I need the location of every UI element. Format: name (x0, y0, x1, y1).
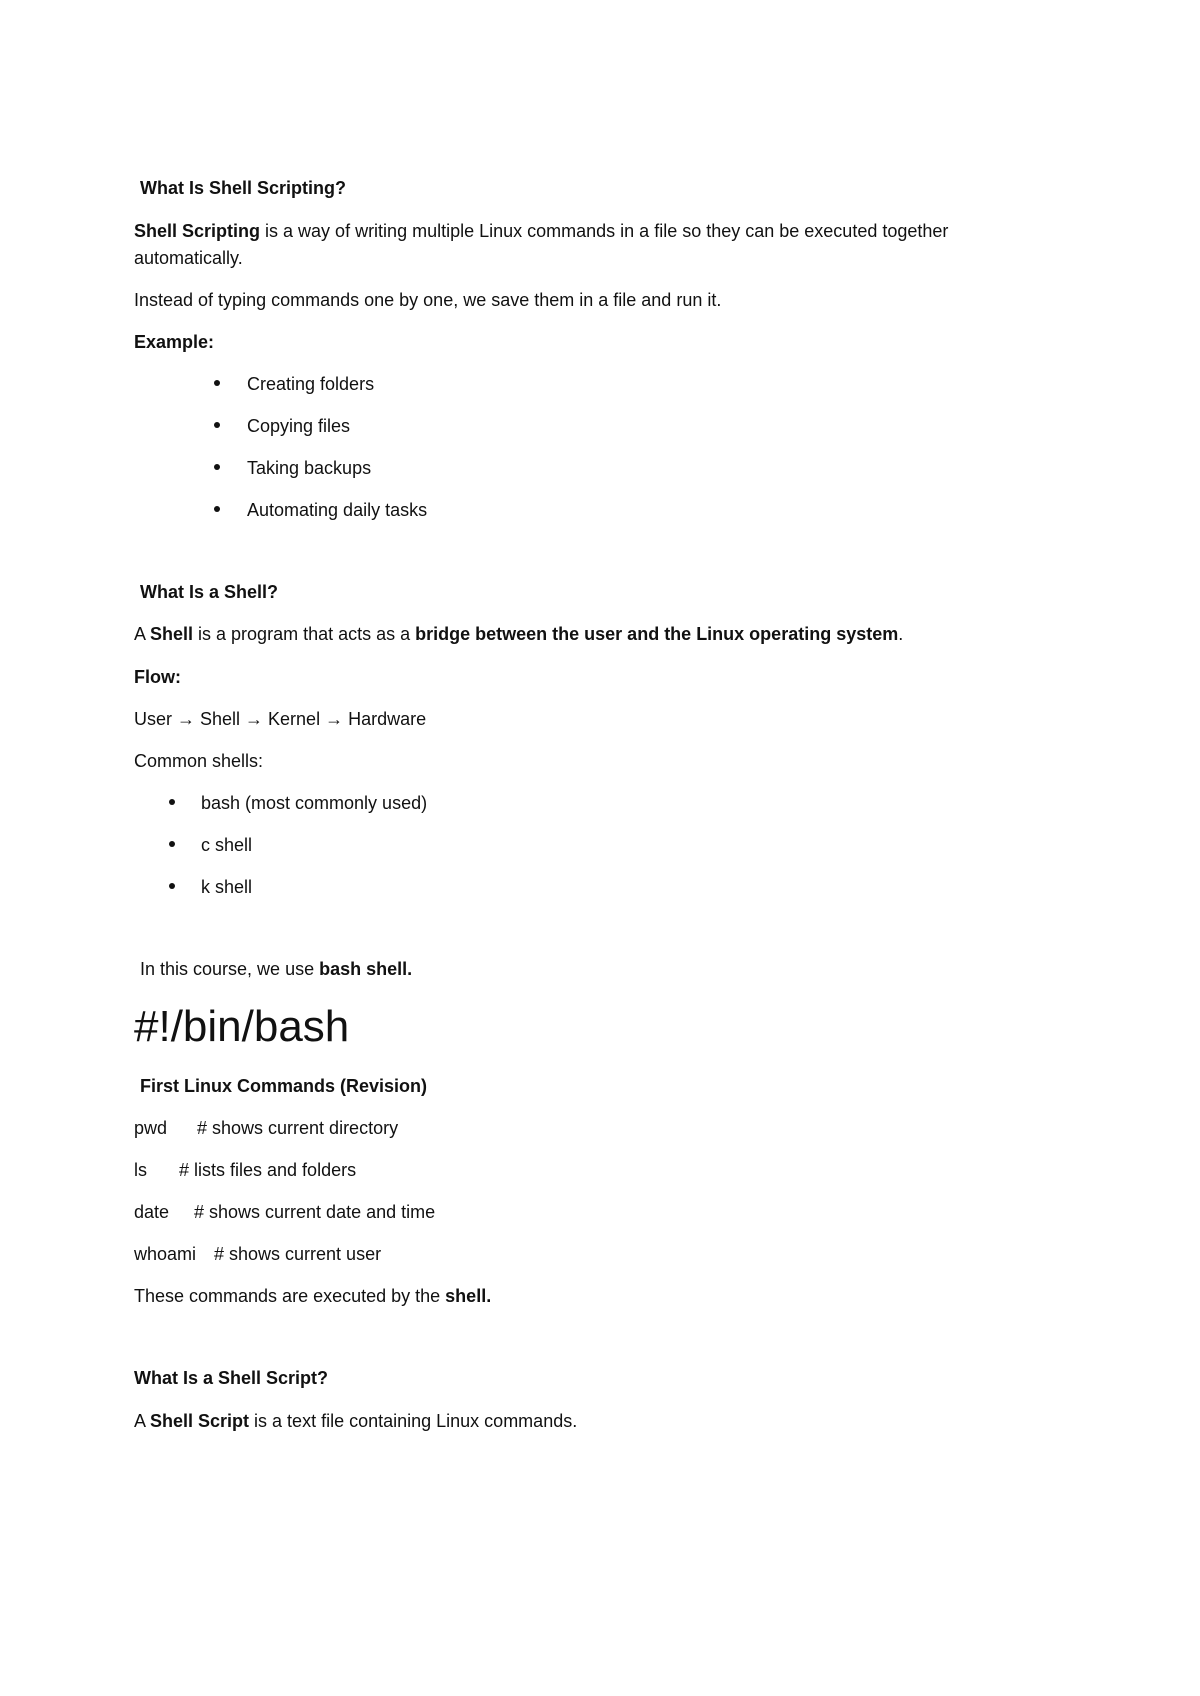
text: is a program that acts as a (193, 624, 416, 644)
text: These commands are executed by the (134, 1286, 446, 1306)
text: . (898, 624, 904, 644)
paragraph-shell-script-definition (134, 1410, 577, 1432)
list-item: Copying files (247, 416, 351, 436)
shebang-line: #!/bin/bash (134, 1002, 350, 1051)
flow-text: User → Shell → Kernel → Hardware (134, 709, 427, 729)
heading-first-linux-commands: First Linux Commands (Revision) (140, 1076, 428, 1096)
text: A (134, 1411, 151, 1431)
paragraph-definition (134, 220, 948, 242)
bold-term: Shell Script (150, 1411, 250, 1431)
command-row (134, 1201, 435, 1223)
heading-what-is-shell-scripting: What Is Shell Scripting? (140, 178, 347, 198)
common-shells-label: Common shells: (134, 751, 264, 771)
command-row (134, 1243, 381, 1265)
list-item: Creating folders (247, 374, 375, 394)
comment: # shows current date and time (194, 1202, 436, 1222)
command: ls (134, 1160, 147, 1180)
comment: # lists files and folders (179, 1160, 357, 1180)
bullet-icon (214, 422, 220, 428)
bullet-icon (169, 883, 175, 889)
comment: # shows current user (214, 1244, 382, 1264)
command: date (134, 1202, 170, 1222)
heading-what-is-a-shell-script: What Is a Shell Script? (134, 1368, 329, 1388)
bold-term: shell. (445, 1286, 492, 1306)
bullet-icon (214, 464, 220, 470)
command-row (134, 1117, 398, 1139)
paragraph-definition-cont: automatically. (134, 248, 243, 268)
list-item: Taking backups (247, 458, 372, 478)
list-item: bash (most commonly used) (201, 793, 428, 813)
text: is a text file containing Linux commands. (249, 1411, 578, 1431)
command-row (134, 1159, 356, 1181)
bullet-icon (169, 799, 175, 805)
list-item: Automating daily tasks (247, 500, 428, 520)
heading-what-is-a-shell: What Is a Shell? (140, 582, 279, 602)
command: pwd (134, 1118, 168, 1138)
list-item: k shell (201, 877, 253, 897)
paragraph-executed-by-shell (134, 1285, 491, 1307)
example-label: Example: (134, 332, 215, 352)
paragraph-shell-definition (134, 623, 903, 645)
paragraph-course (140, 958, 412, 980)
text: In this course, we use (140, 959, 320, 979)
flow-label: Flow: (134, 667, 181, 687)
bold-term: Shell (150, 624, 194, 644)
bold-phrase: bridge between the user and the Linux operating system (415, 624, 899, 644)
text: A (134, 624, 151, 644)
command: whoami (134, 1244, 197, 1264)
bold-term: Shell Scripting (134, 221, 261, 241)
bullet-icon (169, 841, 175, 847)
bold-phrase: bash shell. (319, 959, 413, 979)
comment: # shows current directory (197, 1118, 399, 1138)
list-item: c shell (201, 835, 253, 855)
paragraph-instead: Instead of typing commands one by one, we save them in a file and run it. (134, 290, 722, 310)
bullet-icon (214, 380, 220, 386)
bullet-icon (214, 506, 220, 512)
text: is a way of writing multiple Linux commands in a file so they can be executed together (260, 221, 949, 241)
